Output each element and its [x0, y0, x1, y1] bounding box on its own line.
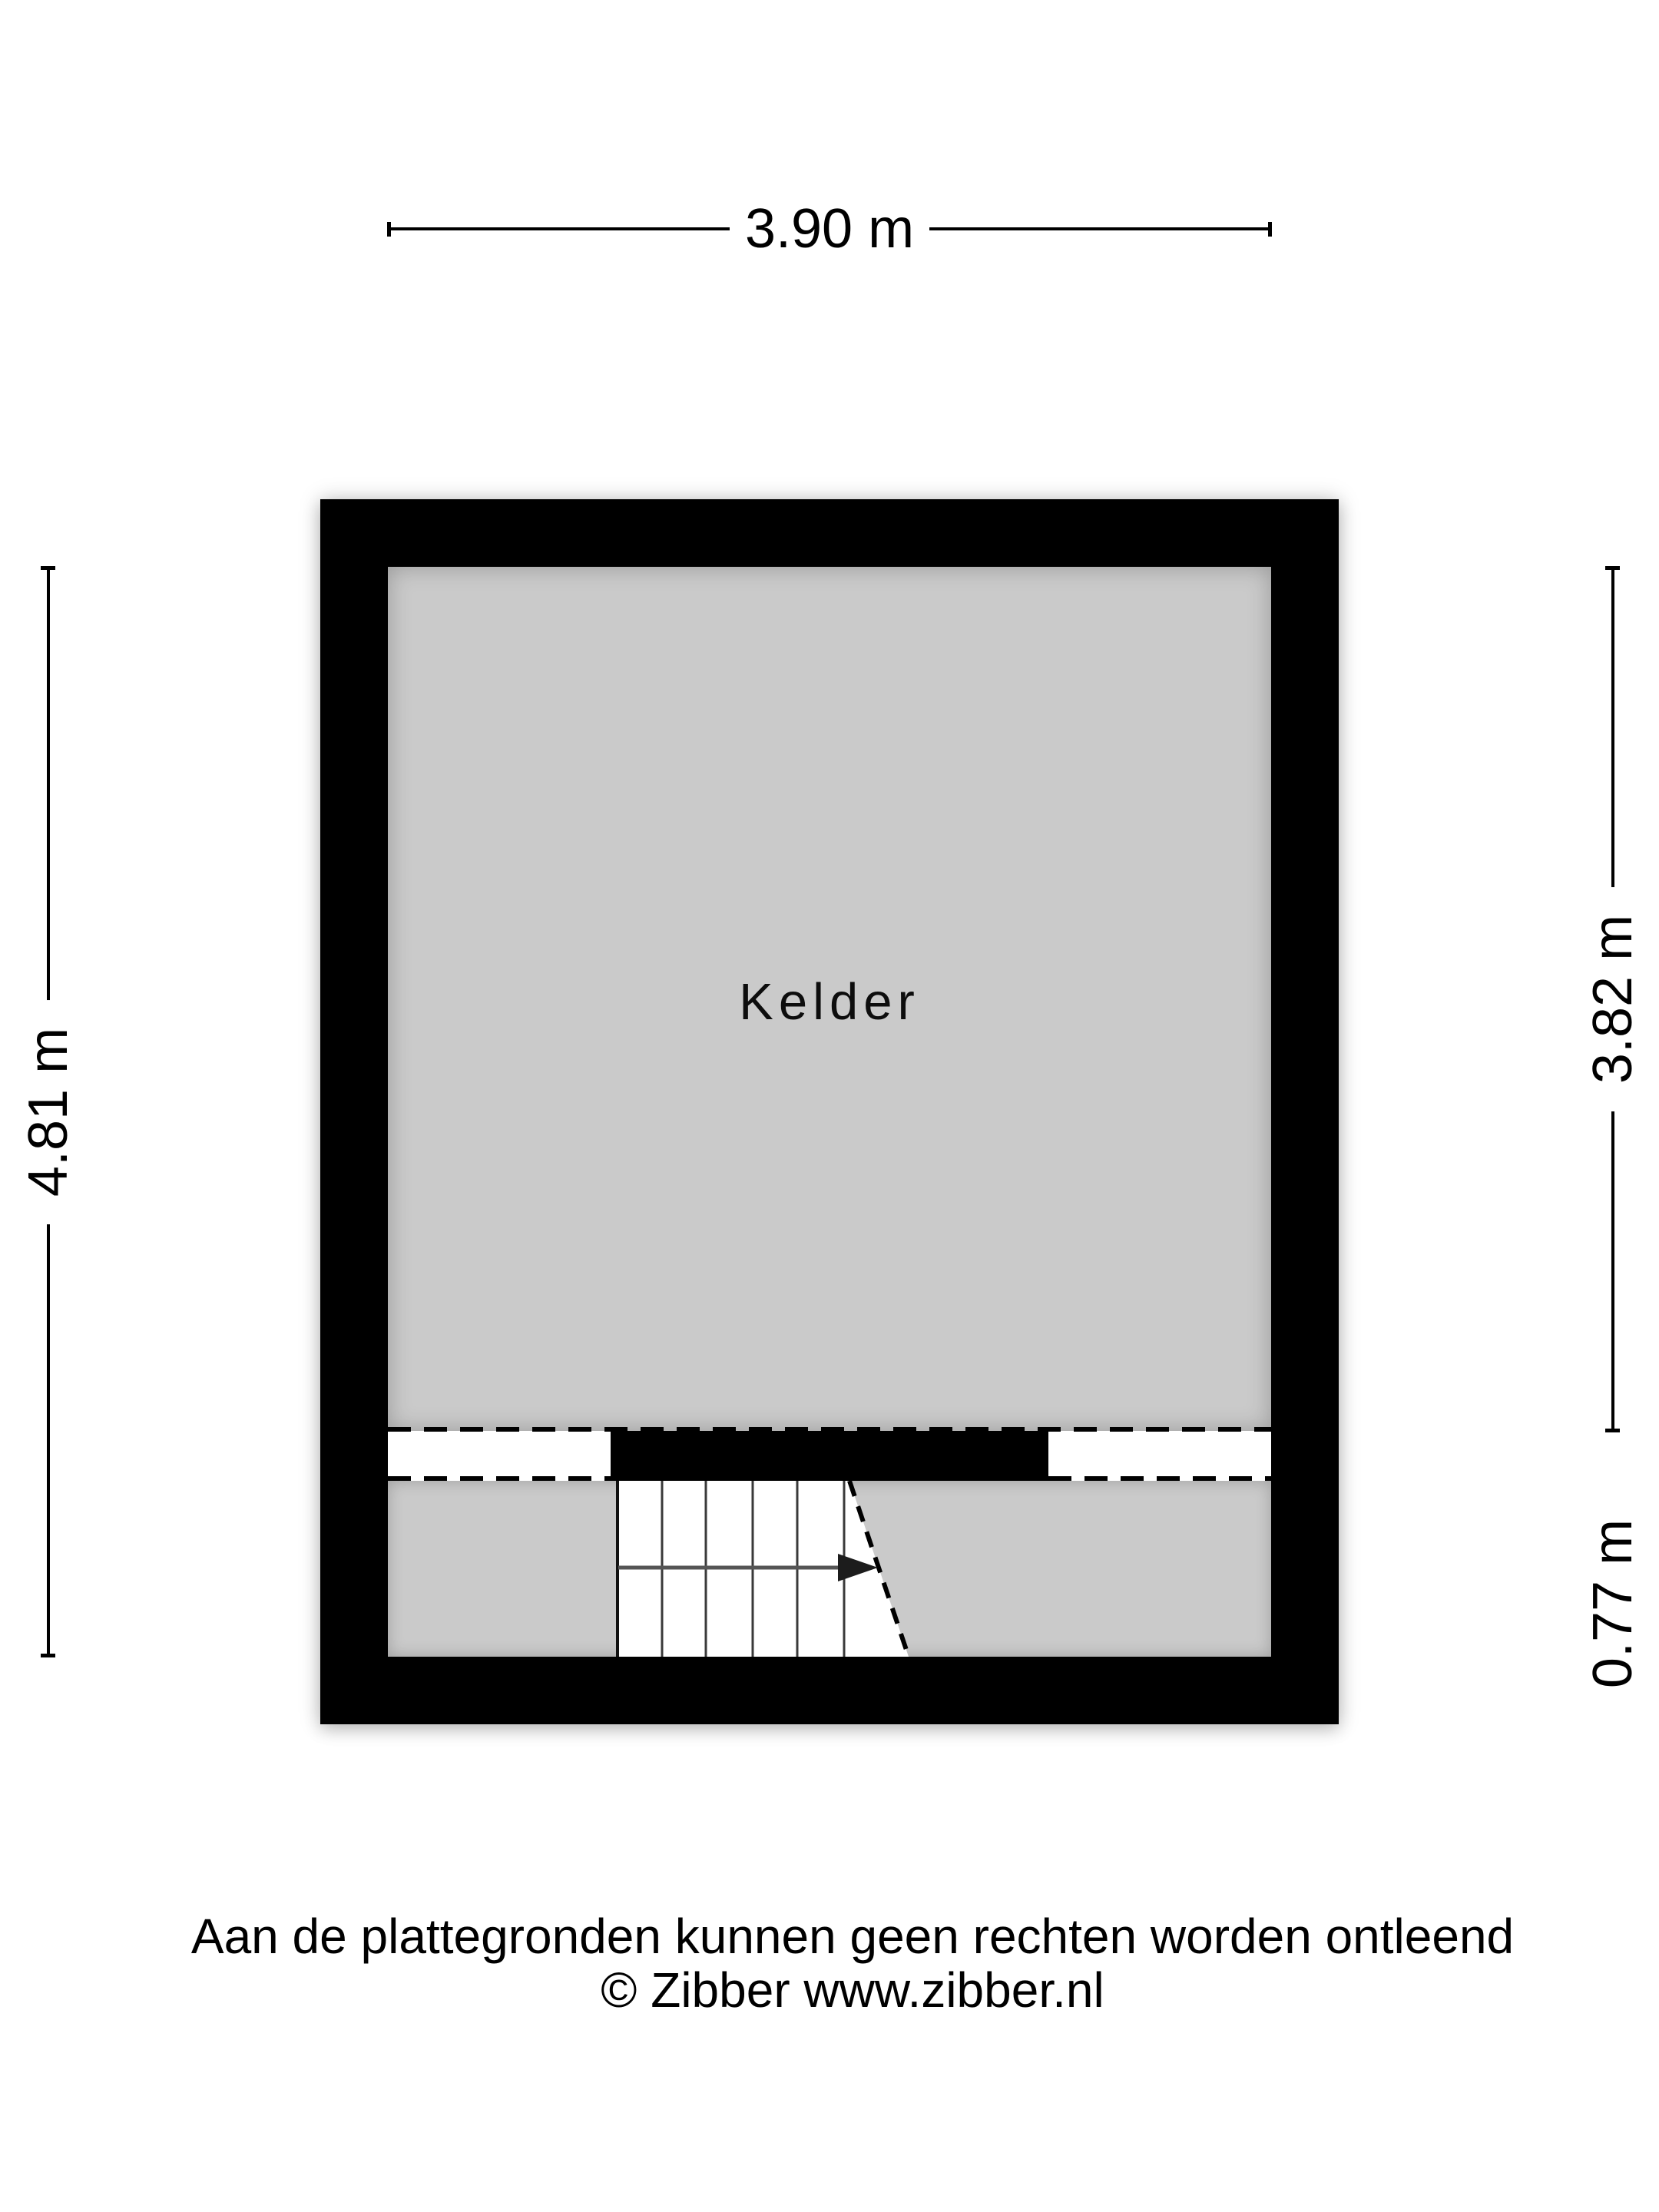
- interior-wall-segment: [611, 1431, 1048, 1481]
- dimension-label-left: 4.81 m: [21, 1000, 76, 1224]
- dashed-boundary-lower-right: [1048, 1476, 1271, 1481]
- dimension-label-right-lower: 0.77 m: [1585, 1492, 1641, 1716]
- dimension-end-tick: [41, 566, 55, 570]
- footer-disclaimer: Aan de plattegronden kunnen geen rechten worden ontleend: [190, 1909, 1515, 1964]
- dimension-top: [387, 198, 1272, 260]
- dimension-end-tick: [41, 1654, 55, 1657]
- dimension-line: [391, 227, 730, 230]
- room-kelder: [388, 567, 1271, 1431]
- room-label: Kelder: [739, 973, 920, 1031]
- stairs: [611, 1481, 1048, 1657]
- footer: [23, 1909, 1659, 2017]
- dimension-label-top: 3.90 m: [744, 198, 915, 260]
- dimension-label-right-upper: 3.82 m: [1585, 887, 1641, 1111]
- dashed-boundary-upper: [388, 1427, 1271, 1432]
- floor-plan: [320, 499, 1339, 1724]
- footer-copyright: © Zibber www.zibber.nl: [601, 1962, 1104, 2018]
- passage-opening-right: [1048, 1431, 1271, 1481]
- dimension-end-tick: [1605, 1429, 1620, 1432]
- dimension-end-tick: [1268, 222, 1272, 237]
- passage-opening-left: [388, 1431, 611, 1481]
- dimension-end-tick: [1605, 566, 1620, 570]
- dimension-line: [929, 227, 1268, 230]
- dashed-boundary-lower-left: [388, 1476, 611, 1481]
